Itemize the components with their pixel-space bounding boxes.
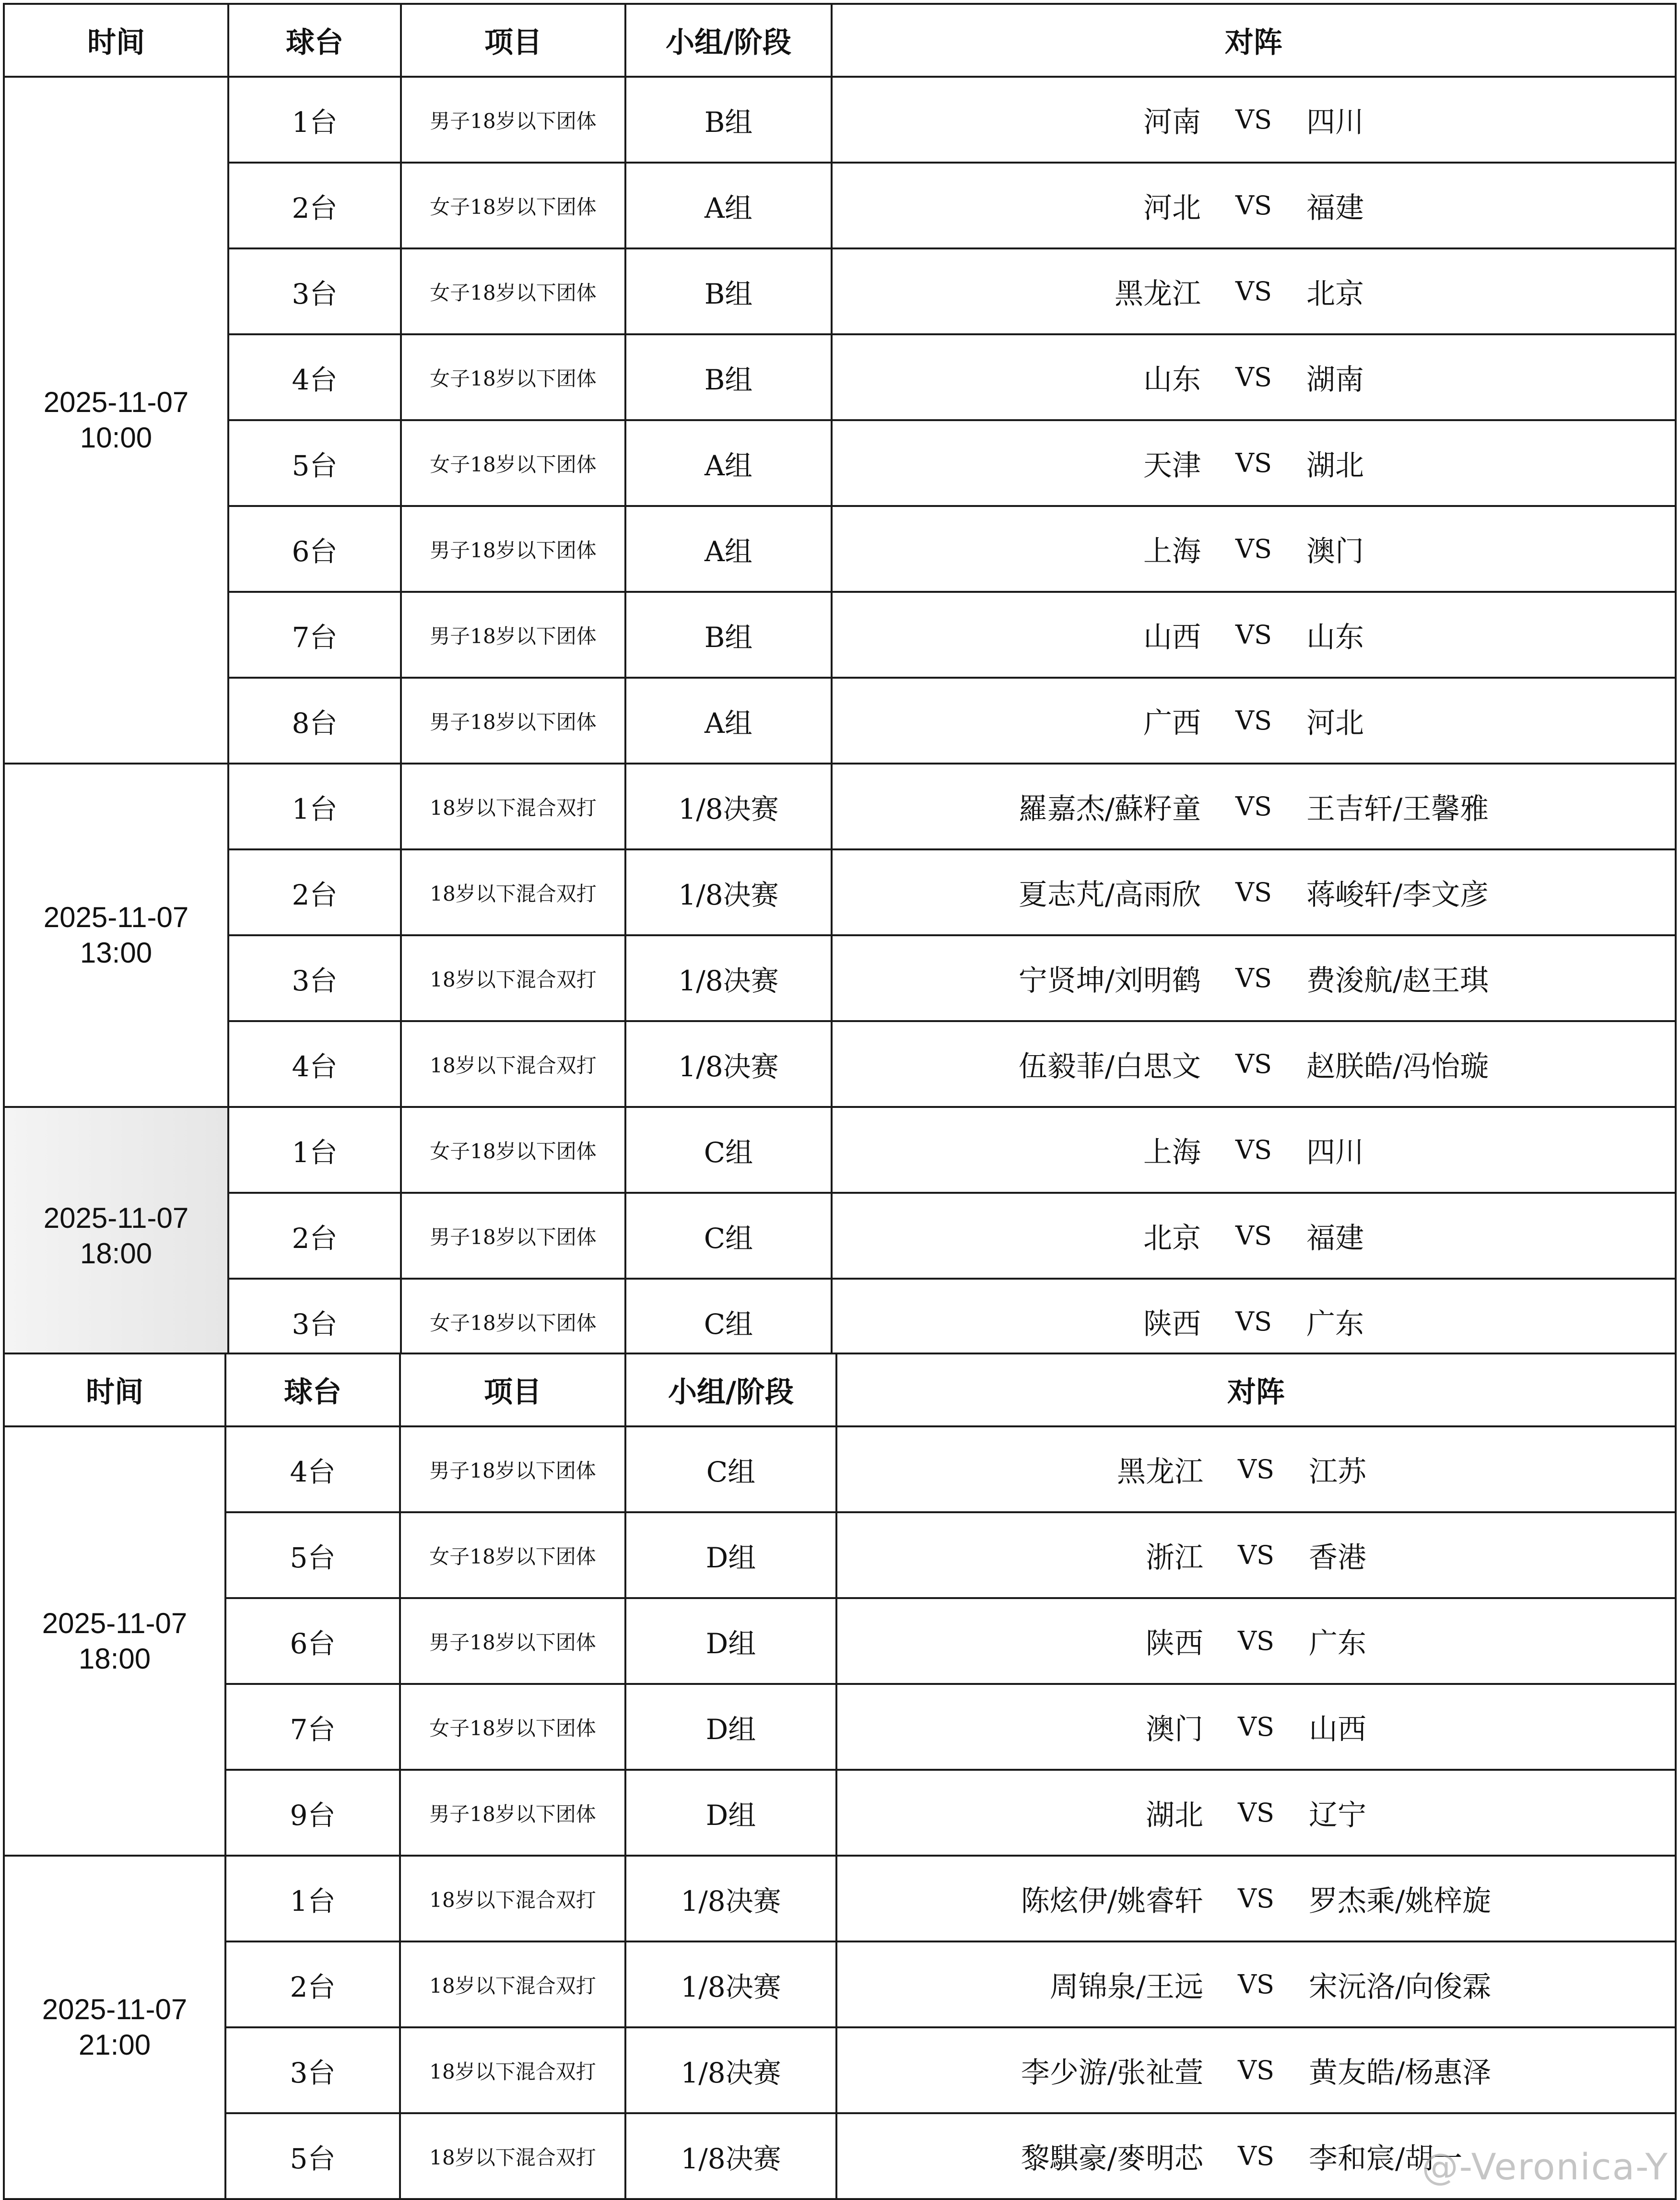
vs-label: VS — [1238, 1798, 1274, 1828]
vs-label: VS — [1235, 706, 1272, 736]
event-name: 18岁以下混合双打 — [401, 935, 625, 1021]
event-name: 女子18岁以下团体 — [401, 1107, 625, 1193]
vs-label: VS — [1235, 105, 1272, 135]
away-side: 广东 — [1306, 1307, 1364, 1341]
table-row — [4, 1684, 1676, 1770]
table-row — [4, 1598, 1676, 1684]
away-side: 山西 — [1309, 1712, 1366, 1746]
matchup-inner — [833, 1215, 1675, 1257]
time-slot: 2025-11-07 13:00 — [4, 764, 228, 1107]
matchup-inner — [837, 2050, 1675, 2091]
home-side: 山西 — [1143, 620, 1201, 654]
event-name: 18岁以下混合双打 — [400, 1941, 625, 2027]
matchup — [836, 1856, 1676, 1941]
matchup-inner — [833, 99, 1675, 141]
event-name: 女子18岁以下团体 — [401, 248, 625, 334]
matchup — [832, 935, 1676, 1021]
stage-label: D组 — [625, 1598, 836, 1684]
matchup-inner — [837, 1878, 1675, 1919]
matchup — [832, 77, 1676, 163]
event-name: 18岁以下混合双打 — [400, 2027, 625, 2113]
matchup-inner — [833, 614, 1675, 656]
stage-label: 1/8决赛 — [625, 1856, 836, 1941]
event-name: 男子18岁以下团体 — [400, 1598, 625, 1684]
table-row — [4, 678, 1676, 764]
stage-label: A组 — [625, 163, 832, 248]
table-number: 4台 — [228, 1021, 401, 1107]
event-name: 18岁以下混合双打 — [401, 1021, 625, 1107]
table-number: 4台 — [225, 1426, 400, 1512]
table-number: 8台 — [228, 678, 401, 764]
matchup — [832, 334, 1676, 420]
stage-label: C组 — [625, 1193, 832, 1279]
stage-label: 1/8决赛 — [625, 2027, 836, 2113]
table-number: 7台 — [228, 592, 401, 678]
vs-label: VS — [1235, 1221, 1272, 1251]
event-name: 女子18岁以下团体 — [400, 1512, 625, 1598]
time-slot: 2025-11-07 21:00 — [4, 1856, 225, 2199]
stage-label: 1/8决赛 — [625, 1941, 836, 2027]
header-stage: 小组/阶段 — [625, 1353, 836, 1426]
matchup-inner — [837, 1792, 1675, 1834]
home-side: 黑龙江 — [1117, 1455, 1203, 1489]
away-side: 江苏 — [1309, 1455, 1366, 1489]
matchup-inner — [833, 872, 1675, 913]
event-name: 18岁以下混合双打 — [400, 1856, 625, 1941]
matchup-inner — [833, 958, 1675, 999]
vs-label: VS — [1238, 2055, 1274, 2085]
away-side: 黄友皓/杨惠泽 — [1309, 2056, 1492, 2090]
table-row — [4, 764, 1676, 849]
vs-label: VS — [1235, 362, 1272, 392]
event-name: 18岁以下混合双打 — [401, 849, 625, 935]
matchup-inner — [833, 185, 1675, 226]
table-number: 9台 — [225, 1770, 400, 1856]
home-side: 陈炫伊/姚睿轩 — [1021, 1884, 1203, 1918]
table-row — [4, 1426, 1676, 1512]
stage-label: B组 — [625, 334, 832, 420]
table-row — [4, 1770, 1676, 1856]
table-number: 3台 — [228, 248, 401, 334]
matchup — [832, 1107, 1676, 1193]
table-number: 5台 — [228, 420, 401, 506]
table-row — [4, 849, 1676, 935]
vs-label: VS — [1235, 877, 1272, 907]
away-side: 赵朕皓/冯怡璇 — [1306, 1049, 1489, 1083]
event-name: 男子18岁以下团体 — [401, 678, 625, 764]
away-side: 福建 — [1306, 1221, 1364, 1255]
table-row — [4, 1512, 1676, 1598]
matchup — [832, 1193, 1676, 1279]
vs-label: VS — [1238, 1454, 1274, 1484]
matchup — [836, 1426, 1676, 1512]
event-name: 女子18岁以下团体 — [400, 1684, 625, 1770]
header-row — [4, 1353, 1676, 1426]
matchup — [836, 1770, 1676, 1856]
event-name: 女子18岁以下团体 — [401, 334, 625, 420]
event-name: 男子18岁以下团体 — [401, 592, 625, 678]
away-side: 四川 — [1306, 105, 1364, 139]
event-name: 18岁以下混合双打 — [401, 764, 625, 849]
home-side: 湖北 — [1146, 1798, 1203, 1832]
away-side: 辽宁 — [1309, 1798, 1366, 1832]
matchup-inner — [833, 1044, 1675, 1085]
vs-label: VS — [1238, 1626, 1274, 1656]
stage-label: D组 — [625, 1684, 836, 1770]
table-row — [4, 1856, 1676, 1941]
table-row — [4, 77, 1676, 163]
table-number: 7台 — [225, 1684, 400, 1770]
event-name: 男子18岁以下团体 — [401, 506, 625, 592]
home-side: 河北 — [1143, 191, 1201, 225]
home-side: 夏志芃/高雨欣 — [1018, 878, 1201, 912]
table-row — [4, 1193, 1676, 1279]
vs-label: VS — [1235, 534, 1272, 564]
matchup-inner — [837, 1535, 1675, 1576]
stage-label: C组 — [625, 1279, 832, 1365]
table-number: 3台 — [228, 935, 401, 1021]
event-name: 男子18岁以下团体 — [400, 1426, 625, 1512]
header-row — [4, 4, 1676, 77]
table-number: 1台 — [228, 1107, 401, 1193]
vs-label: VS — [1238, 1883, 1274, 1914]
matchup — [832, 163, 1676, 248]
stage-label: D组 — [625, 1512, 836, 1598]
stage-label: D组 — [625, 1770, 836, 1856]
matchup-inner — [833, 271, 1675, 312]
stage-label: A组 — [625, 506, 832, 592]
table-number: 5台 — [225, 1512, 400, 1598]
away-side: 宋沅洛/向俊霖 — [1309, 1970, 1492, 2004]
header-time: 时间 — [4, 1353, 225, 1426]
vs-label: VS — [1235, 276, 1272, 306]
stage-label: B组 — [625, 77, 832, 163]
stage-label: 1/8决赛 — [625, 935, 832, 1021]
header-event: 项目 — [401, 4, 625, 77]
stage-label: B组 — [625, 248, 832, 334]
header-event: 项目 — [400, 1353, 625, 1426]
home-side: 广西 — [1143, 706, 1201, 740]
matchup — [832, 506, 1676, 592]
home-side: 李少游/张祉萱 — [1021, 2056, 1203, 2090]
table-row — [4, 1279, 1676, 1365]
table-number: 3台 — [225, 2027, 400, 2113]
schedule-table-upper — [3, 3, 1677, 1365]
header-table: 球台 — [225, 1353, 400, 1426]
home-side: 河南 — [1143, 105, 1201, 139]
away-side: 费浚航/赵王琪 — [1306, 964, 1489, 998]
table-row — [4, 334, 1676, 420]
matchup-inner — [837, 1621, 1675, 1662]
home-side: 陕西 — [1143, 1307, 1201, 1341]
stage-label: 1/8决赛 — [625, 764, 832, 849]
stage-label: 1/8决赛 — [625, 2113, 836, 2199]
away-side: 山东 — [1306, 620, 1364, 654]
matchup-inner — [833, 1129, 1675, 1171]
away-side: 福建 — [1306, 191, 1364, 225]
table-row — [4, 1107, 1676, 1193]
home-side: 天津 — [1143, 448, 1201, 482]
matchup-inner — [837, 1964, 1675, 2005]
away-side: 四川 — [1306, 1135, 1364, 1169]
header-table: 球台 — [228, 4, 401, 77]
matchup — [832, 849, 1676, 935]
table-number: 4台 — [228, 334, 401, 420]
table-number: 2台 — [228, 1193, 401, 1279]
matchup-inner — [833, 1301, 1675, 1342]
table-number: 5台 — [225, 2113, 400, 2199]
table-row — [4, 163, 1676, 248]
vs-label: VS — [1238, 1712, 1274, 1742]
vs-label: VS — [1238, 1540, 1274, 1570]
away-side: 湖南 — [1306, 363, 1364, 397]
home-side: 上海 — [1143, 1135, 1201, 1169]
time-slot: 2025-11-07 18:00 — [4, 1426, 225, 1856]
table-row — [4, 1021, 1676, 1107]
matchup — [832, 1021, 1676, 1107]
header-match: 对阵 — [836, 1353, 1676, 1426]
event-name: 女子18岁以下团体 — [401, 163, 625, 248]
time-slot: 2025-11-07 18:00 — [4, 1107, 228, 1365]
header-match: 对阵 — [832, 4, 1676, 77]
table-row — [4, 248, 1676, 334]
home-side: 浙江 — [1146, 1541, 1203, 1575]
stage-label: A组 — [625, 678, 832, 764]
matchup — [836, 1684, 1676, 1770]
home-side: 羅嘉杰/蘇籽童 — [1018, 792, 1201, 826]
matchup — [832, 764, 1676, 849]
matchup — [832, 592, 1676, 678]
table-number: 1台 — [225, 1856, 400, 1941]
table-number: 3台 — [228, 1279, 401, 1365]
stage-label: B组 — [625, 592, 832, 678]
home-side: 北京 — [1143, 1221, 1201, 1255]
home-side: 陕西 — [1146, 1626, 1203, 1660]
matchup-inner — [833, 786, 1675, 827]
header-stage: 小组/阶段 — [625, 4, 832, 77]
table-row — [4, 506, 1676, 592]
table-row — [4, 2027, 1676, 2113]
home-side: 山东 — [1143, 363, 1201, 397]
vs-label: VS — [1235, 190, 1272, 221]
away-side: 罗杰乘/姚梓旋 — [1309, 1884, 1492, 1918]
home-side: 上海 — [1143, 534, 1201, 568]
table-row — [4, 1941, 1676, 2027]
vs-label: VS — [1235, 1135, 1272, 1165]
header-time: 时间 — [4, 4, 228, 77]
vs-label: VS — [1235, 1049, 1272, 1079]
schedule-table-lower — [3, 1353, 1677, 2200]
event-name: 女子18岁以下团体 — [401, 1279, 625, 1365]
table-row — [4, 592, 1676, 678]
vs-label: VS — [1235, 963, 1272, 993]
home-side: 宁贤坤/刘明鹤 — [1018, 964, 1201, 998]
matchup-inner — [837, 1706, 1675, 1748]
stage-label: 1/8决赛 — [625, 1021, 832, 1107]
stage-label: 1/8决赛 — [625, 849, 832, 935]
away-side: 澳门 — [1306, 534, 1364, 568]
matchup-inner — [837, 1449, 1675, 1490]
table-number: 1台 — [228, 764, 401, 849]
matchup — [836, 1598, 1676, 1684]
matchup-inner — [833, 357, 1675, 398]
stage-label: A组 — [625, 420, 832, 506]
vs-label: VS — [1235, 620, 1272, 650]
home-side: 周锦泉/王远 — [1049, 1970, 1203, 2004]
vs-label: VS — [1238, 2141, 1274, 2171]
matchup-inner — [833, 700, 1675, 741]
table-number: 2台 — [225, 1941, 400, 2027]
schedule-body-upper — [4, 77, 1676, 1365]
event-name: 男子18岁以下团体 — [400, 1770, 625, 1856]
away-side: 北京 — [1306, 277, 1364, 311]
home-side: 黎騏豪/麥明芯 — [1021, 2141, 1203, 2176]
away-side: 湖北 — [1306, 448, 1364, 482]
vs-label: VS — [1235, 448, 1272, 478]
table-number: 6台 — [228, 506, 401, 592]
matchup — [836, 1941, 1676, 2027]
event-name: 男子18岁以下团体 — [401, 1193, 625, 1279]
event-name: 女子18岁以下团体 — [401, 420, 625, 506]
matchup — [836, 2027, 1676, 2113]
home-side: 澳门 — [1146, 1712, 1203, 1746]
matchup-inner — [833, 443, 1675, 484]
matchup — [832, 678, 1676, 764]
home-side: 黑龙江 — [1115, 277, 1201, 311]
matchup-inner — [833, 529, 1675, 570]
away-side: 香港 — [1309, 1541, 1366, 1575]
away-side: 李和宸/胡一 — [1309, 2141, 1463, 2176]
matchup — [832, 1279, 1676, 1365]
table-number: 6台 — [225, 1598, 400, 1684]
table-row — [4, 420, 1676, 506]
time-slot: 2025-11-07 10:00 — [4, 77, 228, 764]
vs-label: VS — [1235, 1306, 1272, 1337]
table-row — [4, 935, 1676, 1021]
vs-label: VS — [1235, 791, 1272, 822]
table-number: 1台 — [228, 77, 401, 163]
away-side: 广东 — [1309, 1626, 1366, 1660]
away-side: 王吉轩/王馨雅 — [1306, 792, 1489, 826]
schedule-body-lower — [4, 1426, 1676, 2199]
away-side: 蒋峻轩/李文彦 — [1306, 878, 1489, 912]
matchup — [832, 248, 1676, 334]
watermark: @-Veronica-Y — [1422, 2145, 1668, 2188]
stage-label: C组 — [625, 1426, 836, 1512]
vs-label: VS — [1238, 1969, 1274, 2000]
table-number: 2台 — [228, 163, 401, 248]
home-side: 伍毅菲/白思文 — [1018, 1049, 1201, 1083]
event-name: 18岁以下混合双打 — [400, 2113, 625, 2199]
matchup — [836, 1512, 1676, 1598]
stage-label: C组 — [625, 1107, 832, 1193]
matchup — [832, 420, 1676, 506]
event-name: 男子18岁以下团体 — [401, 77, 625, 163]
table-number: 2台 — [228, 849, 401, 935]
away-side: 河北 — [1306, 706, 1364, 740]
